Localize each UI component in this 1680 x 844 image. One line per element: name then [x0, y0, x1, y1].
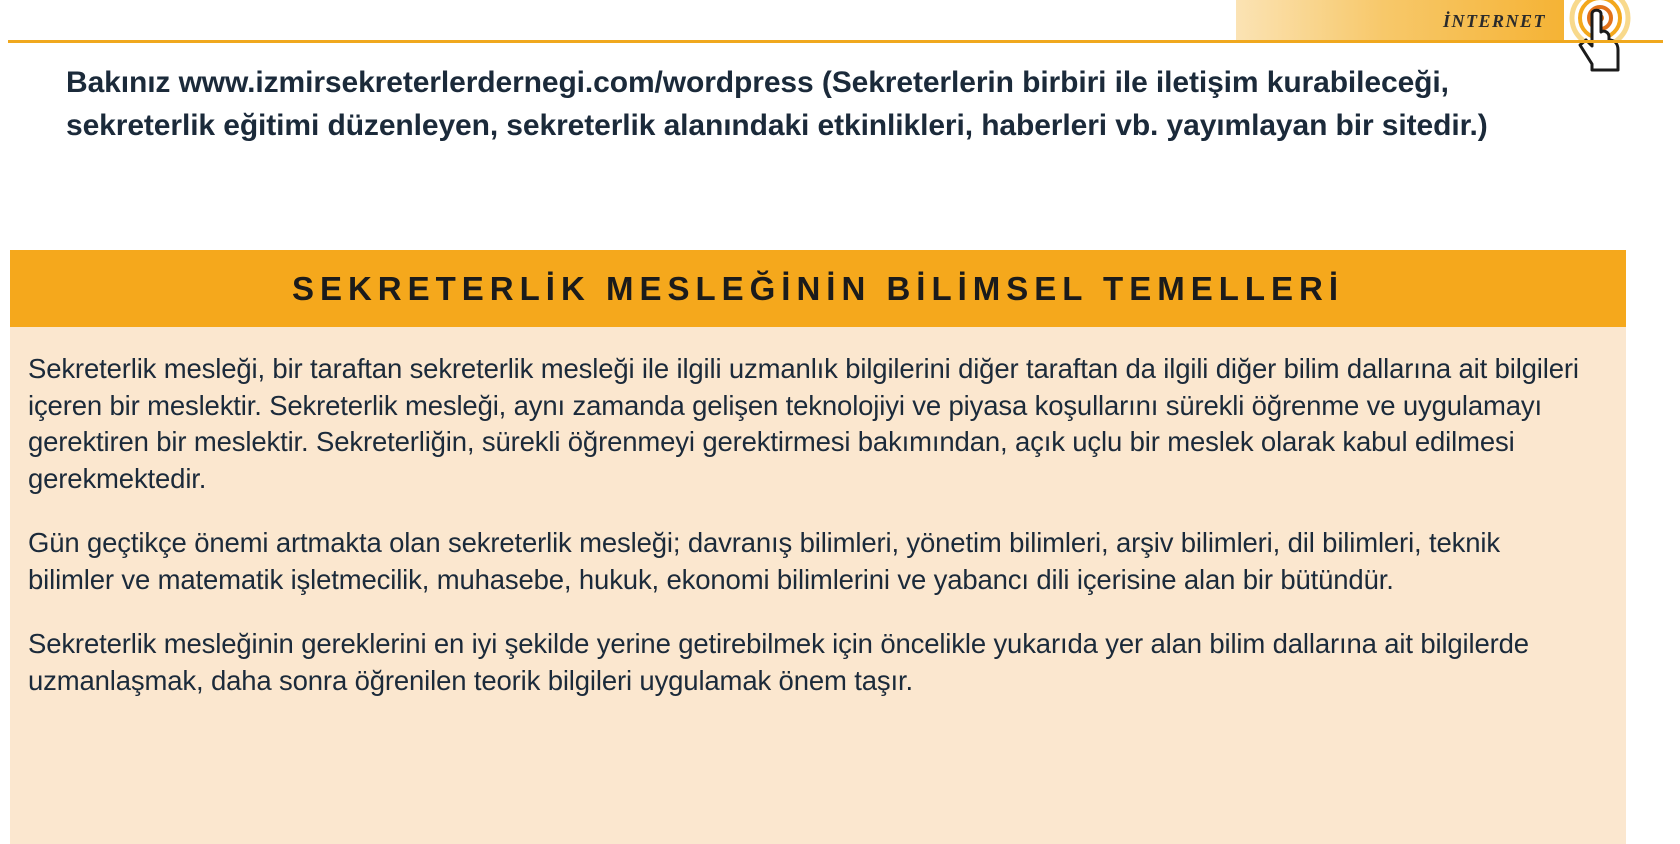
- body-panel: [10, 327, 1626, 844]
- section-heading-bar: [10, 250, 1626, 327]
- internet-banner: [1236, 0, 1564, 40]
- body-paragraph-3: Sekreterlik mesleğinin gereklerini en iyi şekilde yerine getirebilmek için öncelikle yukarıda yer alan bilim dallarına ait bilgilerde uzmanlaşmak, daha sonra öğrenilen teorik bilgileri uygulamak önem taşır.: [28, 628, 1529, 696]
- internet-label: İNTERNET: [1442, 11, 1546, 31]
- body-paragraph-2: Gün geçtikçe önemi artmakta olan sekreterlik mesleği; davranış bilimleri, yönetim bilimleri, arşiv bilimleri, dil bilimleri, teknik bilimler ve matematik işletmecilik, muhasebe, hukuk, ekonomi bilimlerini ve yabancı dili içerisine alan bir bütündür.: [28, 527, 1500, 595]
- page-title: SEKRETERLİK MESLEĞİNİN BİLİMSEL TEMELLERİ: [291, 269, 1345, 307]
- intro-paragraph: Bakınız www.izmirsekreterlerdernegi.com/wordpress (Sekreterlerin birbiri ile iletişim kurabileceği, sekreterlik eğitimi düzenleyen, sekreterlik alanındaki etkinlikleri, haberleri vb. yayımlayan bir sitedir.): [66, 66, 1488, 142]
- header-divider: [8, 40, 1663, 43]
- body-paragraph-1: Sekreterlik mesleği, bir taraftan sekreterlik mesleği ile ilgili uzmanlık bilgilerini diğer taraftan da ilgili diğer bilim dallarına ait bilgileri içeren bir meslektir. Sekreterlik mesleği, aynı zamanda gelişen teknolojiyi ve piyasa koşullarını sürekli öğrenme ve uygulamayı gerektiren bir meslektir. Sekreterliğin, sürekli öğrenmeyi gerektirmesi bakımından, açık uçlu bir meslek olarak kabul edilmesi gerekmektedir.: [28, 353, 1579, 494]
